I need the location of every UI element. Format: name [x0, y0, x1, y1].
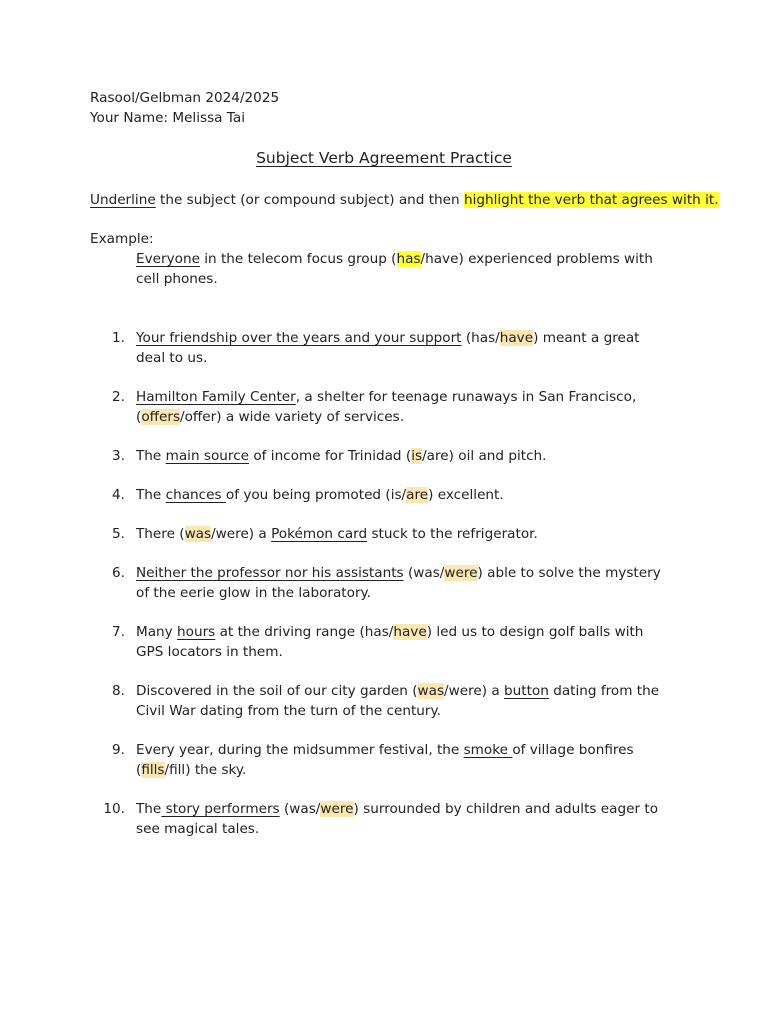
item-verb: were — [320, 801, 354, 817]
item-text: ) surrounded by children and adults eager to — [353, 801, 659, 817]
item-number: 10. — [103, 801, 125, 817]
item-verb: have — [499, 330, 534, 346]
item-number: 9. — [112, 742, 125, 758]
item-verb: offers — [141, 409, 181, 425]
item-subject: button — [504, 683, 549, 699]
item-number: 4. — [112, 487, 125, 503]
item-text: There ( — [136, 526, 185, 542]
item-text: at the driving range (has/ — [215, 624, 394, 640]
item-verb: was — [184, 526, 212, 542]
item-text: /fill) the sky. — [164, 762, 247, 778]
item-subject: Neither the professor nor his assistants — [136, 565, 404, 581]
item-line2: deal to us. — [136, 350, 208, 366]
item-verb: is — [411, 448, 423, 464]
instructions-underline-word: Underline — [90, 192, 156, 208]
item-number: 7. — [112, 624, 125, 640]
item-line2: Civil War dating from the turn of the century. — [136, 703, 441, 719]
example-post: /have) experienced problems with — [420, 251, 653, 267]
item-subject: main source — [165, 448, 250, 464]
item-text: ) led us to design golf balls with — [426, 624, 644, 640]
item-text: Discovered in the soil of our city garden ( — [136, 683, 418, 699]
item-text: The — [136, 801, 162, 817]
instructions-middle: the subject (or compound subject) and then — [155, 192, 464, 208]
item-number: 3. — [112, 448, 125, 464]
instructions-highlight: highlight the verb that agrees with it. — [463, 192, 719, 208]
item-subject: Your friendship over the years and your support — [136, 330, 462, 346]
student-name-line: Your Name: Melissa Tai — [90, 110, 245, 126]
item-number: 2. — [112, 389, 125, 405]
item-subject: Pokémon card — [271, 526, 368, 542]
item-text: ) meant a great — [533, 330, 640, 346]
item-verb: were — [444, 565, 478, 581]
item-text: ) able to solve the mystery — [477, 565, 661, 581]
item-text: Many — [136, 624, 178, 640]
item-line2: see magical tales. — [136, 821, 260, 837]
item-text: dating from the — [548, 683, 660, 699]
item-text: /were) a — [211, 526, 272, 542]
item-text: of village bonfires — [512, 742, 634, 758]
item-text: of you being promoted (is/ — [225, 487, 407, 503]
item-text: , a shelter for teenage runaways in San Francisco, — [295, 389, 637, 405]
course-line: Rasool/Gelbman 2024/2025 — [90, 90, 280, 106]
item-text: (was/ — [403, 565, 445, 581]
item-subject: smoke — [463, 742, 513, 758]
example-sentence — [136, 249, 696, 289]
item-verb: have — [393, 624, 427, 640]
item-text: /were) a — [444, 683, 505, 699]
item-text: Every year, during the midsummer festival, the — [136, 742, 464, 758]
item-line2: GPS locators in them. — [136, 644, 283, 660]
item-number: 8. — [112, 683, 125, 699]
item-verb: was — [417, 683, 445, 699]
item-text: ( — [136, 409, 142, 425]
item-subject: Hamilton Family Center — [136, 389, 296, 405]
item-number: 1. — [112, 330, 125, 346]
item-text: ) excellent. — [428, 487, 504, 503]
item-text: /are) oil and pitch. — [422, 448, 547, 464]
item-text: The — [136, 448, 166, 464]
item-text: /offer) a wide variety of services. — [180, 409, 405, 425]
item-text: stuck to the refrigerator. — [367, 526, 538, 542]
item-line2: of the eerie glow in the laboratory. — [136, 585, 371, 601]
item-text: of income for Trinidad ( — [249, 448, 412, 464]
example-verb: has — [396, 251, 421, 267]
example-pre: in the telecom focus group ( — [199, 251, 397, 267]
item-verb: are — [406, 487, 429, 503]
item-text: The — [136, 487, 166, 503]
item-number: 6. — [112, 565, 125, 581]
example-subject: Everyone — [136, 251, 200, 267]
item-subject: hours — [177, 624, 216, 640]
item-subject: story performers — [161, 801, 280, 817]
item-text: ( — [136, 762, 142, 778]
item-subject: chances — [165, 487, 226, 503]
instructions — [90, 190, 719, 210]
example-line2: cell phones. — [136, 271, 218, 287]
item-verb: fills — [141, 762, 165, 778]
item-text: (was/ — [279, 801, 321, 817]
item-number: 5. — [112, 526, 125, 542]
example-label: Example: — [90, 231, 154, 247]
header-block — [90, 88, 279, 128]
page-title: Subject Verb Agreement Practice — [256, 149, 512, 167]
item-text: (has/ — [461, 330, 500, 346]
